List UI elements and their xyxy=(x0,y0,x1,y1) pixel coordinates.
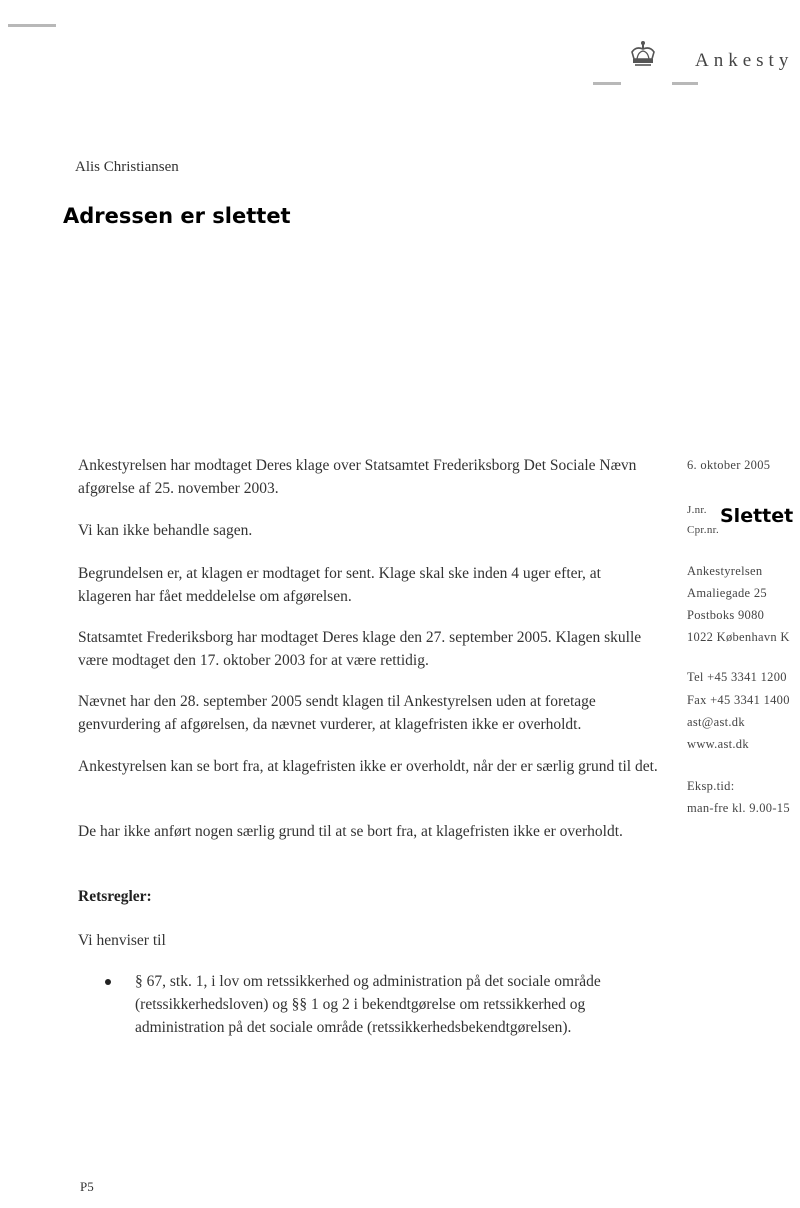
org-phone: Tel +45 3341 1200 xyxy=(687,670,787,684)
body-paragraph-4: Statsamtet Frederiksborg har modtaget Deres klage den 27. september 2005. Klagen skulle være modtaget den 17. oktober 2003 for at være rettidig. xyxy=(78,629,642,669)
body-paragraph-7: De har ikke anført nogen særlig grund til at se bort fra, at klagefristen ikke er overholdt. xyxy=(78,823,623,840)
scan-mark-header-right xyxy=(672,82,698,85)
body-paragraph-6: Ankestyrelsen kan se bort fra, at klagefristen ikke er overholdt, når der er særlig grund til det. xyxy=(78,758,658,775)
scan-mark-header-left xyxy=(593,82,621,85)
org-city: 1022 København K xyxy=(687,630,790,644)
brand-wordmark: Ankesty xyxy=(695,50,794,71)
hours-label: Eksp.tid: xyxy=(687,779,735,793)
body-paragraph-2: Vi kan ikke behandle sagen. xyxy=(78,522,253,539)
address-redaction: Adressen er slettet xyxy=(63,204,291,228)
org-fax: Fax +45 3341 1400 xyxy=(687,693,790,707)
opening-hours: man-fre kl. 9.00-15 xyxy=(687,801,790,815)
letter-date: 6. oktober 2005 xyxy=(687,458,771,472)
org-street: Amaliegade 25 xyxy=(687,586,767,600)
jnr-label: J.nr. xyxy=(687,504,707,516)
section-heading: Retsregler: xyxy=(78,888,152,905)
bullet-item-1: § 67, stk. 1, i lov om retssikkerhed og administration på det sociale område (retssikkerhedsloven) og §§ 1 og 2 i bekendtgørelse om retssikkerhed og administration på det sociale område (retssikkerhedsbekendtgørelsen). xyxy=(135,973,601,1036)
body-paragraph-1: Ankestyrelsen har modtaget Deres klage over Statsamtet Frederiksborg Det Sociale Nævn afgørelse af 25. november 2003. xyxy=(78,457,637,497)
org-website: www.ast.dk xyxy=(687,737,749,751)
body-paragraph-5: Nævnet har den 28. september 2005 sendt klagen til Ankestyrelsen uden at foretage genvurdering af afgørelsen, da nævnet vurderer, at klagefristen ikke er overholdt. xyxy=(78,693,596,733)
body-paragraph-8: Vi henviser til xyxy=(78,932,166,949)
crown-icon xyxy=(628,40,658,68)
org-pobox: Postboks 9080 xyxy=(687,608,765,622)
org-name: Ankestyrelsen xyxy=(687,564,763,578)
bullet-icon xyxy=(105,979,111,985)
scan-mark-top-left xyxy=(8,24,56,27)
body-paragraph-3: Begrundelsen er, at klagen er modtaget for sent. Klage skal ske inden 4 uger efter, at klageren har fået meddelelse om afgørelsen. xyxy=(78,565,601,605)
org-email: ast@ast.dk xyxy=(687,715,745,729)
cpr-label: Cpr.nr. xyxy=(687,524,720,536)
recipient-name: Alis Christiansen xyxy=(75,159,179,175)
page-number: P5 xyxy=(80,1179,94,1194)
case-number-redaction: Slettet xyxy=(720,505,794,527)
